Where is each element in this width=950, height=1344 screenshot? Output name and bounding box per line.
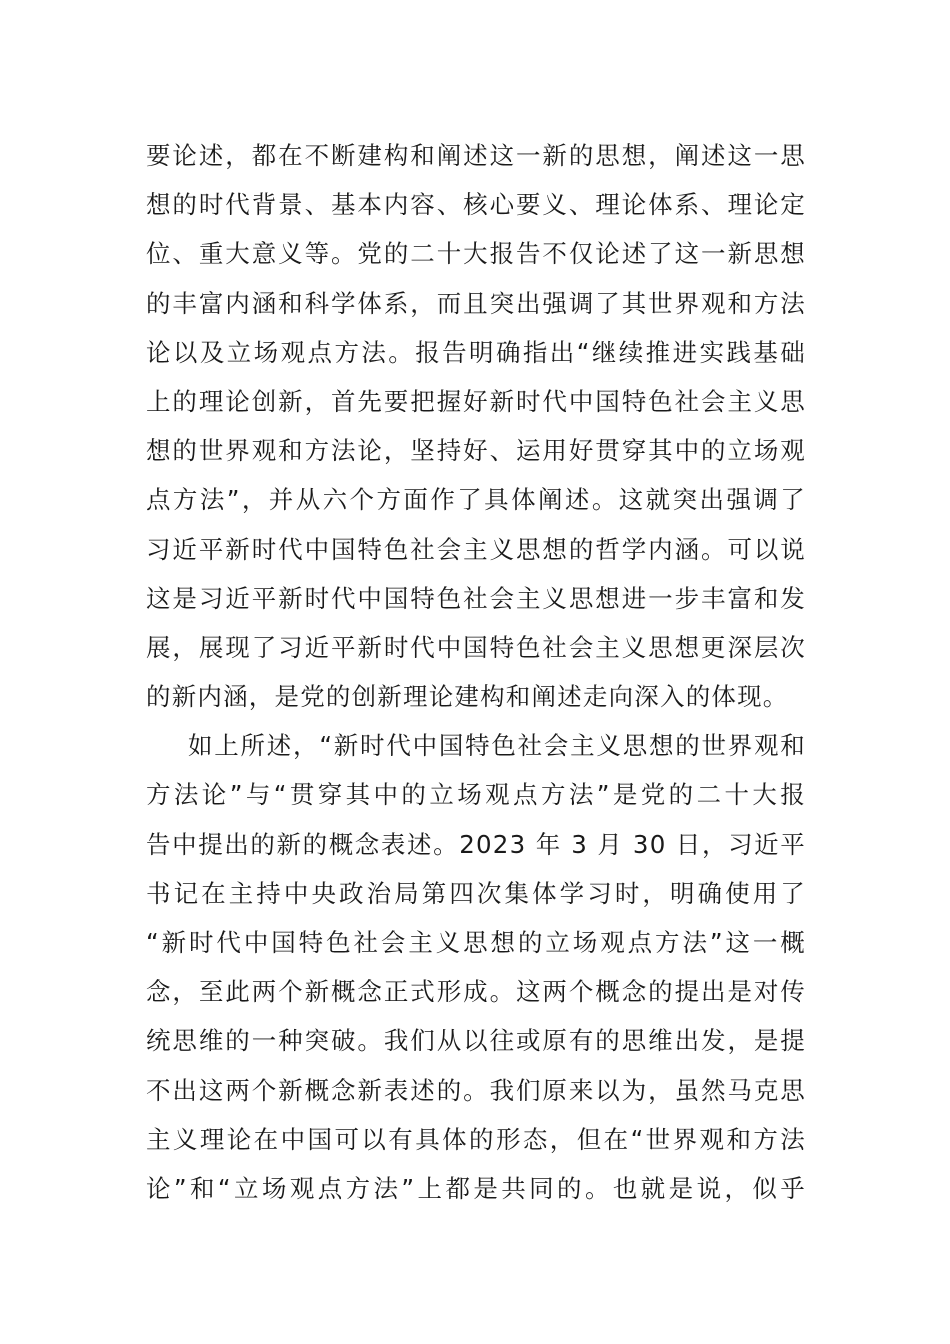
- body-text: [146, 131, 806, 1213]
- text-line: 展，展现了习近平新时代中国特色社会主义思想更深层次: [146, 632, 806, 662]
- text-line: 方法论”与“贯穿其中的立场观点方法”是党的二十大报: [146, 780, 806, 810]
- text-line: 论以及立场观点方法。报告明确指出“继续推进实践基础: [146, 337, 806, 367]
- text-line: 念，至此两个新概念正式形成。这两个概念的提出是对传: [146, 977, 806, 1007]
- text-line: 如上所述，“新时代中国特色社会主义思想的世界观和: [188, 731, 806, 761]
- text-line: “新时代中国特色社会主义思想的立场观点方法”这一概: [146, 928, 806, 957]
- text-line: 想的时代背景、基本内容、核心要义、理论体系、理论定: [146, 190, 806, 220]
- text-line: 习近平新时代中国特色社会主义思想的哲学内涵。可以说: [146, 534, 806, 564]
- text-line: 告中提出的新的概念表述。2023 年 3 月 30 日，习近平: [146, 829, 806, 859]
- text-line: 主义理论在中国可以有具体的形态，但在“世界观和方法: [146, 1124, 806, 1154]
- paragraph-2: [146, 721, 806, 1213]
- text-line: 的丰富内涵和科学体系，而且突出强调了其世界观和方法: [146, 288, 806, 318]
- text-line: 论”和“立场观点方法”上都是共同的。也就是说，似乎: [146, 1173, 806, 1203]
- text-line: 点方法”，并从六个方面作了具体阐述。这就突出强调了: [146, 485, 806, 515]
- text-line: 要论述，都在不断建构和阐述这一新的思想，阐述这一思: [146, 141, 806, 170]
- paragraph-1: [146, 131, 806, 721]
- text-line: 不出这两个新概念新表述的。我们原来以为，虽然马克思: [146, 1075, 806, 1105]
- text-line: 想的世界观和方法论，坚持好、运用好贯穿其中的立场观: [146, 436, 806, 466]
- text-line: 上的理论创新，首先要把握好新时代中国特色社会主义思: [146, 386, 806, 416]
- text-line: 统思维的一种突破。我们从以往或原有的思维出发，是提: [146, 1026, 806, 1056]
- text-line: 的新内涵，是党的创新理论建构和阐述走向深入的体现。: [146, 682, 789, 712]
- text-line: 位、重大意义等。党的二十大报告不仅论述了这一新思想: [146, 239, 806, 269]
- text-line: 这是习近平新时代中国特色社会主义思想进一步丰富和发: [146, 583, 806, 613]
- text-line: 书记在主持中央政治局第四次集体学习时，明确使用了: [146, 878, 806, 908]
